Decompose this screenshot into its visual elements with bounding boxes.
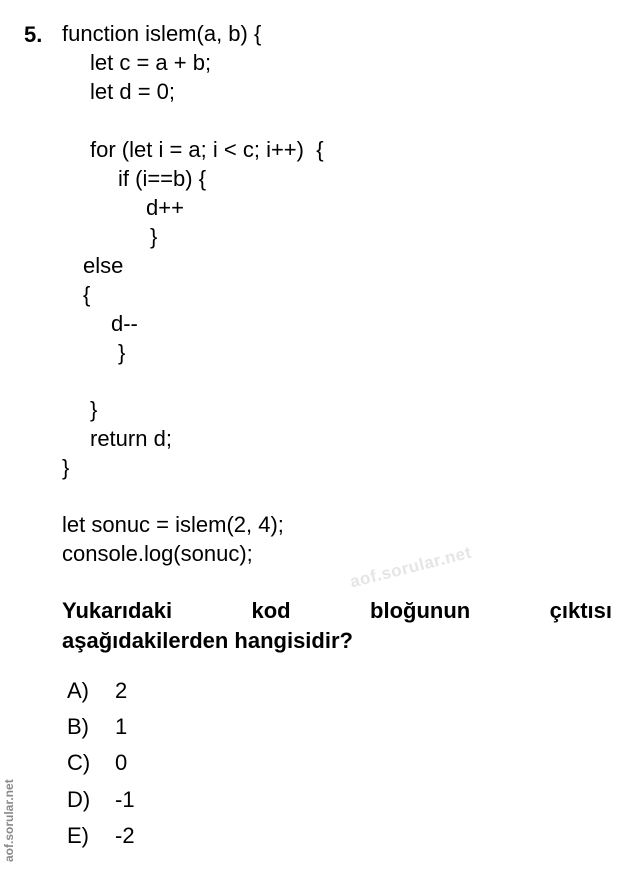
prompt-line: aşağıdakilerden hangisidir? <box>62 628 353 653</box>
option-value: -2 <box>115 823 135 848</box>
prompt-word: Yukarıdaki <box>62 598 173 623</box>
code-line: let c = a + b; <box>90 50 212 75</box>
code-line: } <box>62 455 70 480</box>
code-line: for (let i = a; i < c; i++) { <box>90 137 324 162</box>
question-number: 5. <box>24 22 43 47</box>
code-line: else <box>83 253 124 278</box>
code-line: } <box>90 397 98 422</box>
option-letter: A) <box>67 678 89 703</box>
option-letter: D) <box>67 787 91 812</box>
option-letter: C) <box>67 750 91 775</box>
code-line: function islem(a, b) { <box>62 21 262 46</box>
code-line: } <box>118 340 126 365</box>
option-value: -1 <box>115 787 135 812</box>
option-letter: B) <box>67 714 89 739</box>
code-line: if (i==b) { <box>118 166 207 191</box>
option-b[interactable] <box>67 714 127 740</box>
prompt-word: bloğunun <box>370 598 471 623</box>
prompt-word: kod <box>251 598 291 623</box>
code-line: d-- <box>111 311 138 336</box>
option-e[interactable] <box>67 823 135 849</box>
code-line: { <box>83 282 91 307</box>
option-d[interactable] <box>67 787 135 813</box>
watermark-center: aof.sorular.net <box>348 542 474 592</box>
watermark-side: aof.sorular.net <box>2 779 16 862</box>
option-value: 2 <box>115 678 128 703</box>
option-value: 1 <box>115 714 128 739</box>
prompt-word: çıktısı <box>549 598 612 623</box>
code-line: } <box>150 224 158 249</box>
code-line: let sonuc = islem(2, 4); <box>62 512 284 537</box>
option-c[interactable] <box>67 750 127 776</box>
option-letter: E) <box>67 823 89 848</box>
code-line: return d; <box>90 426 172 451</box>
code-line: d++ <box>146 195 184 220</box>
option-a[interactable] <box>67 678 127 704</box>
option-value: 0 <box>115 750 128 775</box>
code-line: let d = 0; <box>90 79 176 104</box>
code-line: console.log(sonuc); <box>62 541 253 566</box>
